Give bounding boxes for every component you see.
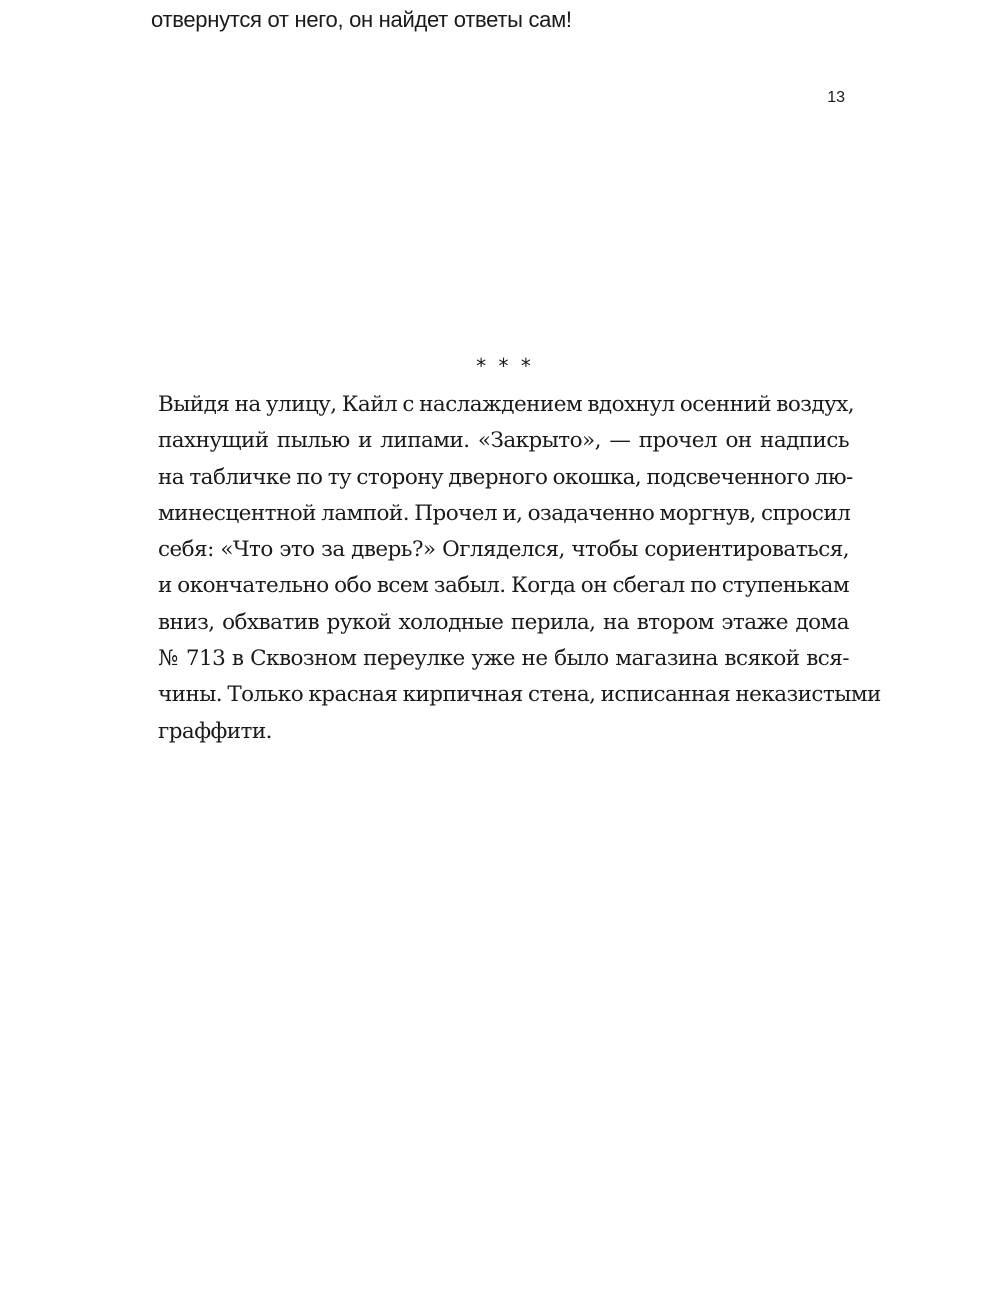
paragraph-line: себя: «Что это за дверь?» Огляделся, чтобы сориентироваться, [158,537,849,563]
paragraph-line: пахнущий пылью и липами. «Закрыто», — прочел он надпись [158,428,849,454]
section-separator: * * * [476,354,534,378]
paragraph-line: и окончательно обо всем забыл. Когда он сбегал по ступенькам [158,573,849,599]
paragraph-line: чины. Только красная кирпичная стена, исписанная неказистыми [158,682,881,708]
previous-paragraph-tail: отвернутся от него, он найдет ответы сам! [151,7,572,32]
body-paragraph [158,387,881,750]
paragraph-line: минесцентной лампой. Прочел и, озадаченно моргнув, спросил [158,500,851,526]
paragraph-line: граффити. [158,718,272,744]
paragraph-line: № 713 в Сквозном переулке уже не было магазина всякой вся- [158,646,849,672]
paragraph-line: на табличке по ту сторону дверного окошка, подсвеченного лю- [158,464,853,490]
paragraph-line: Выйдя на улицу, Кайл с наслаждением вдохнул осенний воздух, [158,392,855,417]
page-number: 13 [827,89,845,106]
paragraph-line: вниз, обхватив рукой холодные перила, на втором этаже дома [158,609,849,635]
